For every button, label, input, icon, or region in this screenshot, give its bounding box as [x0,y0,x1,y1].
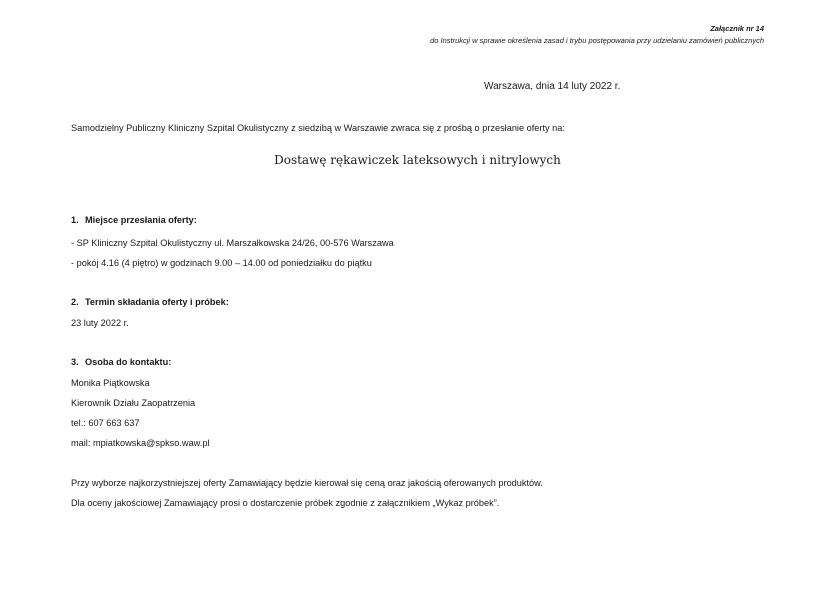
contact-email: mail: mpiatkowska@spkso.waw.pl [71,438,210,448]
section-3-heading [71,357,171,367]
section-number: 1. [71,215,79,225]
section-2-heading [71,297,229,307]
section-heading-text: Termin składania oferty i próbek: [85,297,229,307]
section-heading-text: Osoba do kontaktu: [85,357,172,367]
section-heading-text: Miejsce przesłania oferty: [85,215,197,225]
intro-paragraph: Samodzielny Publiczny Kliniczny Szpital Okulistyczny z siedzibą w Warszawie zwraca się z prośbą o przesłanie oferty na: [71,123,565,133]
attachment-subtitle: do Instrukcji w sprawie określenia zasad i trybu postępowania przy udzielaniu zamówień publicznych [430,36,764,45]
date-line: Warszawa, dnia 14 luty 2022 r. [484,81,621,92]
closing-paragraph: Przy wyborze najkorzystniejszej oferty Zamawiający będzie kierował się ceną oraz jakością oferowanych produktów. [71,478,543,488]
attachment-title: Załącznik nr 14 [710,24,764,33]
contact-phone: tel.: 607 663 637 [71,418,140,428]
contact-position: Kierownik Działu Zaopatrzenia [71,398,196,408]
section-number: 2. [71,297,79,307]
document-title: Dostawę rękawiczek lateksowych i nitrylowych [274,153,561,167]
closing-paragraph: Dla oceny jakościowej Zamawiający prosi o dostarczenie próbek zgodnie z załącznikiem „Wykaz próbek”. [71,498,500,508]
contact-name: Monika Piątkowska [71,378,150,388]
section-1-heading [71,215,197,225]
section-1-line: - pokój 4.16 (4 piętro) w godzinach 9.00 – 14.00 od poniedziałku do piątku [71,258,372,268]
section-2-line: 23 luty 2022 r. [71,318,129,328]
section-1-line: - SP Kliniczny Szpital Okulistyczny ul. Marszałkowska 24/26, 00-576 Warszawa [71,238,394,248]
section-number: 3. [71,357,79,367]
